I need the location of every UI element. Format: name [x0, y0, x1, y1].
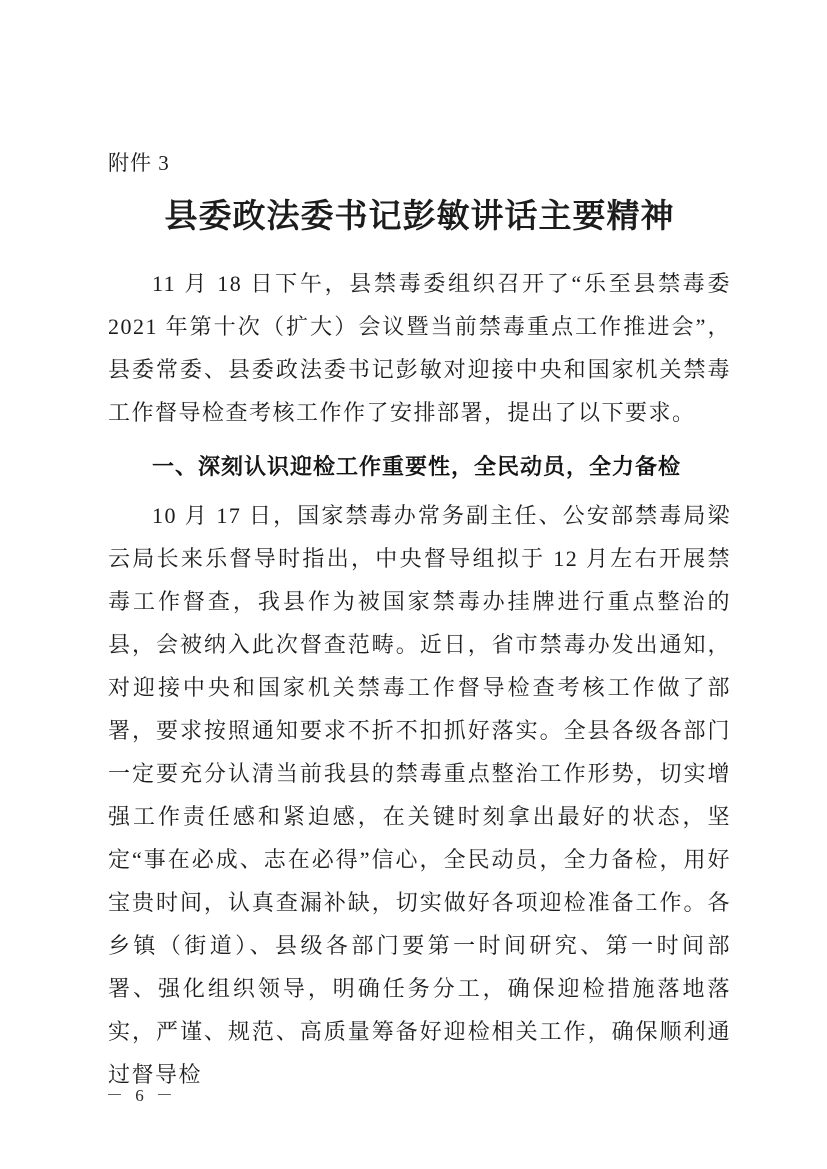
paragraph-section-1-body: 10 月 17 日，国家禁毒办常务副主任、公安部禁毒局梁云局长来乐督导时指出，中央督导组拟于 12 月左右开展禁毒工作督查，我县作为被国家禁毒办挂牌进行重点整治的县，会被纳入此次督查范畴。近日，省市禁毒办发出通知，对迎接中央和国家机关禁毒工作督导检查考核工作做了部署，要求按照通知要求不折不扣抓好落实。全县各级各部门一定要充分认清当前我县的禁毒重点整治工作形势，切实增强工作责任感和紧迫感，在关键时刻拿出最好的状态，坚定“事在必成、志在必得”信心，全民动员，全力备检，用好宝贵时间，认真查漏补缺，切实做好各项迎检准备工作。各乡镇（街道）、县级各部门要第一时间研究、第一时间部署、强化组织领导，明确任务分工，确保迎检措施落地落实，严谨、规范、高质量筹备好迎检相关工作，确保顺利通过督导检 — [108, 503, 731, 1088]
document-title: 县委政法委书记彭敏讲话主要精神 — [164, 199, 675, 235]
paragraph-intro: 11 月 18 日下午，县禁毒委组织召开了“乐至县禁毒委 2021 年第十次（扩大）会议暨当前禁毒重点工作推进会”，县委常委、县委政法委书记彭敏对迎接中央和国家机关禁毒工作督导检查考核工作作了安排部署，提出了以下要求。 — [108, 271, 731, 426]
section-heading-1: 一、深刻认识迎检工作重要性，全民动员，全力备检 — [152, 454, 682, 480]
attachment-label: 附件 3 — [108, 151, 170, 175]
page-number: － 6 － — [106, 1086, 177, 1105]
